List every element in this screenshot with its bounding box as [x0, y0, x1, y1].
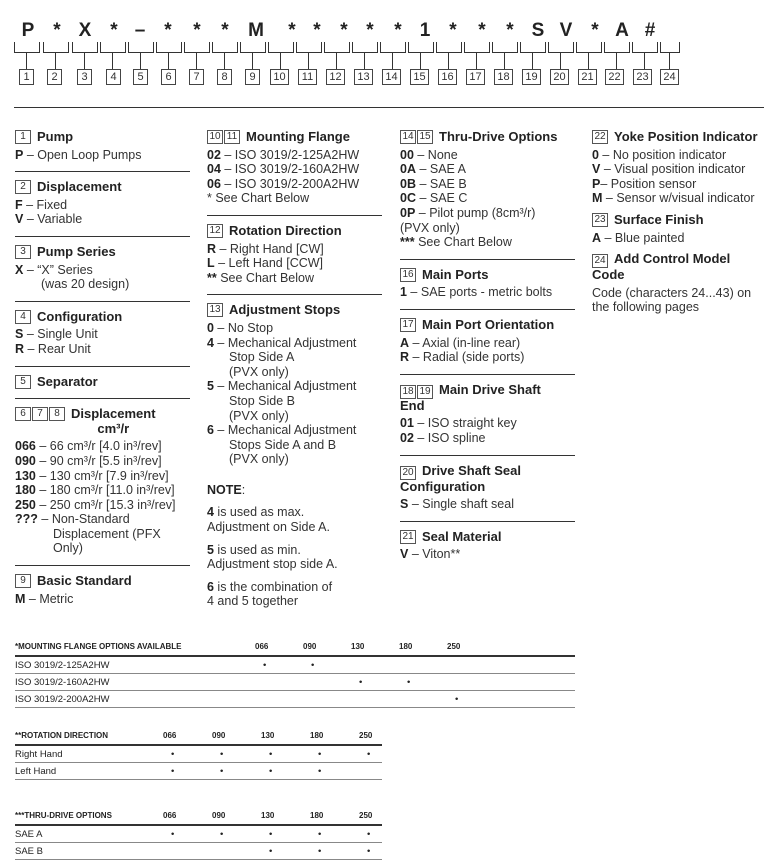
bracket — [632, 42, 658, 53]
column-header: 066 — [255, 642, 269, 651]
position-box-3: 3 — [77, 69, 92, 85]
section-divider — [15, 366, 190, 367]
option-row: 00 – None — [400, 147, 458, 162]
code-char-14: * — [394, 20, 402, 41]
section-seal-mat-heading — [400, 530, 575, 545]
column-header: 090 — [212, 811, 226, 820]
column-header: 130 — [351, 642, 365, 651]
section-title: Seal Material — [422, 528, 502, 544]
option-row: X – “X” Series — [15, 262, 93, 277]
code-char-4: * — [110, 20, 118, 41]
column-header: 250 — [447, 642, 461, 651]
code-char-22: A — [615, 20, 629, 41]
column-3 — [400, 130, 575, 562]
bracket — [296, 42, 322, 53]
bracket — [436, 42, 462, 53]
position-badge: 17 — [400, 318, 416, 332]
position-box-13: 13 — [354, 69, 373, 85]
option-row-cont: Only) — [53, 541, 83, 556]
code-char-23: # — [644, 20, 656, 41]
bracket — [520, 42, 546, 53]
position-box-7: 7 — [189, 69, 204, 85]
leader — [55, 52, 56, 70]
code-char-2: * — [53, 20, 61, 41]
option-text: the following pages — [592, 300, 700, 315]
position-box-8: 8 — [217, 69, 232, 85]
bracket — [604, 42, 630, 53]
option-row: A – Axial (in-line rear) — [400, 335, 521, 350]
bracket — [492, 42, 518, 53]
option-row: 5 – Mechanical Adjustment — [207, 379, 357, 394]
section-title: Rotation Direction — [229, 222, 342, 238]
code-char-1: P — [21, 20, 35, 41]
leader — [392, 52, 393, 70]
section-title: Yoke Position Indicator — [614, 129, 758, 144]
option-row: S – Single shaft seal — [400, 497, 514, 512]
column-header: 130 — [261, 811, 275, 820]
leader — [140, 52, 141, 70]
position-badge: 3 — [15, 245, 31, 259]
leader — [644, 52, 645, 70]
section-basic-heading — [15, 574, 190, 589]
section-divider — [400, 374, 575, 375]
position-badge: 16 — [400, 268, 416, 282]
table-title: ***THRU-DRIVE OPTIONS — [15, 811, 112, 820]
leader — [532, 52, 533, 70]
code-char-3: X — [78, 20, 92, 41]
leader — [616, 52, 617, 70]
option-row: ** See Chart Below — [207, 270, 315, 285]
option-row-cont: Stop Side A — [229, 350, 295, 365]
section-series-heading — [15, 245, 190, 260]
option-row: 0A – SAE A — [400, 162, 467, 177]
position-badge: 2 — [15, 180, 31, 194]
leader — [308, 52, 309, 70]
bracket — [100, 42, 126, 53]
section-title: Main Drive Shaft — [439, 381, 541, 397]
position-box-21: 21 — [578, 69, 597, 85]
section-title: Displacement — [71, 406, 156, 422]
code-char-16: * — [449, 20, 457, 41]
column-header: 180 — [310, 811, 324, 820]
code-char-19: S — [531, 20, 545, 41]
bracket — [660, 42, 680, 53]
position-box-12: 12 — [326, 69, 345, 85]
bracket — [464, 42, 490, 53]
code-char-17: * — [478, 20, 486, 41]
option-row: A – Blue painted — [592, 230, 685, 245]
position-box-18: 18 — [494, 69, 513, 85]
code-char-6: * — [164, 20, 172, 41]
leader — [252, 52, 253, 70]
bracket — [128, 42, 154, 53]
leader — [448, 52, 449, 70]
leader — [26, 52, 27, 70]
section-finish-heading — [592, 213, 777, 228]
table-row: ISO 3019/2-200A2HW • — [15, 691, 575, 708]
column-4 — [592, 130, 777, 315]
option-row: 066 – 66 cm³/r [4.0 in³/rev] — [15, 439, 162, 454]
section-title: Mounting Flange — [246, 129, 350, 144]
code-char-13: * — [366, 20, 374, 41]
option-row: 0C – SAE C — [400, 191, 468, 206]
option-row-cont: (PVX only) — [229, 364, 289, 379]
bracket — [43, 42, 69, 53]
code-char-11: * — [313, 20, 321, 41]
note-title: NOTE: — [207, 482, 246, 497]
code-char-18: * — [506, 20, 514, 41]
option-row: V – Variable — [15, 212, 83, 227]
code-char-21: * — [591, 20, 599, 41]
column-header: 180 — [399, 642, 413, 651]
note-item-cont: Adjustment stop side A. — [207, 557, 338, 572]
option-row: 180 – 180 cm³/r [11.0 in³/rev] — [15, 483, 175, 498]
column-header: 130 — [261, 731, 275, 740]
option-row: 130 – 130 cm³/r [7.9 in³/rev] — [15, 468, 169, 483]
option-row: *** See Chart Below — [400, 235, 512, 250]
section-title: Adjustment Stops — [229, 302, 341, 318]
option-row: S – Single Unit — [15, 327, 98, 342]
section-divider — [400, 455, 575, 456]
option-row: R – Right Hand [CW] — [207, 241, 324, 256]
column-header: 090 — [212, 731, 226, 740]
leader — [364, 52, 365, 70]
option-row: 0 – No Stop — [207, 320, 274, 335]
option-row: 02 – ISO 3019/2-125A2HW — [207, 147, 360, 162]
position-box-11: 11 — [298, 69, 317, 85]
position-box-10: 10 — [270, 69, 289, 85]
option-row: 4 – Mechanical Adjustment — [207, 335, 357, 350]
option-row-cont: Stops Side A and B — [229, 437, 337, 452]
code-char-20: V — [559, 20, 573, 41]
position-badge: 11 — [224, 130, 240, 144]
leader — [504, 52, 505, 70]
column-header: 180 — [310, 731, 324, 740]
option-row: 06 – ISO 3019/2-200A2HW — [207, 176, 360, 191]
position-badge: 20 — [400, 466, 416, 480]
leader — [224, 52, 225, 70]
code-char-8: * — [221, 20, 229, 41]
option-row: R – Rear Unit — [15, 341, 91, 356]
option-row: 04 – ISO 3019/2-160A2HW — [207, 162, 360, 177]
option-row-cont: (PVX only) — [229, 452, 289, 467]
section-seal-cfg-heading — [400, 464, 575, 495]
table-row: ISO 3019/2-160A2HW • • — [15, 674, 575, 691]
leader — [669, 52, 670, 70]
position-badge: 1 — [15, 130, 31, 144]
position-badge: 6 — [15, 407, 31, 421]
code-char-12: * — [340, 20, 348, 41]
bracket — [184, 42, 210, 53]
section-yoke-heading — [592, 130, 777, 145]
section-config-heading — [15, 310, 190, 325]
column-header: 066 — [163, 811, 177, 820]
option-row-cont: (was 20 design) — [41, 277, 130, 292]
position-badge: 10 — [207, 130, 223, 144]
option-row: P– Position sensor — [592, 176, 697, 191]
section-title: Pump Series — [37, 243, 116, 259]
leader — [336, 52, 337, 70]
code-char-15: 1 — [419, 20, 431, 41]
position-box-15: 15 — [410, 69, 429, 85]
table-row: Left Hand • • • • — [15, 763, 382, 780]
column-header: 090 — [303, 642, 317, 651]
bracket — [240, 42, 266, 53]
option-row: P – Open Loop Pumps — [15, 147, 142, 162]
note-item-cont: 4 and 5 together — [207, 594, 299, 609]
position-badge: 23 — [592, 213, 608, 227]
section-orient-heading — [400, 318, 575, 333]
option-row: 0B – SAE B — [400, 176, 467, 191]
bracket — [14, 42, 40, 53]
position-badge: 21 — [400, 530, 416, 544]
option-row: M – Metric — [15, 591, 74, 606]
position-box-4: 4 — [106, 69, 121, 85]
option-text: Code (characters 24...43) on — [592, 285, 752, 300]
section-separator-heading — [15, 375, 190, 390]
flange-options-table — [15, 642, 575, 708]
option-row: 090 – 90 cm³/r [5.5 in³/rev] — [15, 453, 162, 468]
section-title: Basic Standard — [37, 573, 132, 589]
table-row: SAE A • • • • • — [15, 825, 382, 843]
position-badge: 15 — [417, 130, 433, 144]
option-row: ??? – Non-Standard — [15, 512, 130, 527]
section-title: Displacement — [37, 179, 122, 195]
bracket — [408, 42, 434, 53]
option-row: M – Sensor w/visual indicator — [592, 191, 755, 206]
bracket — [212, 42, 238, 53]
note-item: 5 is used as min. — [207, 542, 301, 557]
position-box-2: 2 — [47, 69, 62, 85]
section-subtitle: cm³/r — [97, 420, 130, 436]
header-divider — [14, 107, 764, 108]
bracket — [548, 42, 574, 53]
section-displacement-cm-heading — [15, 407, 190, 436]
table-title: *MOUNTING FLANGE OPTIONS AVAILABLE — [15, 642, 182, 651]
option-row: 01 – ISO straight key — [400, 416, 517, 431]
position-badge: 22 — [592, 130, 608, 144]
section-divider — [400, 309, 575, 310]
section-displacement-heading — [15, 180, 190, 195]
option-row: 250 – 250 cm³/r [15.3 in³/rev] — [15, 497, 176, 512]
position-badge: 19 — [417, 385, 433, 399]
bracket — [156, 42, 182, 53]
bracket — [576, 42, 602, 53]
position-box-5: 5 — [133, 69, 148, 85]
position-box-16: 16 — [438, 69, 457, 85]
code-char-9: M — [248, 20, 264, 41]
column-header: 250 — [359, 731, 373, 740]
option-row: 6 – Mechanical Adjustment — [207, 423, 357, 438]
bracket — [72, 42, 98, 53]
leader — [196, 52, 197, 70]
option-row: V – Visual position indicator — [592, 162, 746, 177]
position-badge: 18 — [400, 385, 416, 399]
note-item: 4 is used as max. — [207, 505, 305, 520]
position-box-1: 1 — [19, 69, 34, 85]
section-rotation-heading — [207, 224, 382, 239]
section-title: Add Control Model — [614, 251, 731, 267]
bracket — [380, 42, 406, 53]
section-title: Main Ports — [422, 266, 489, 282]
bracket — [324, 42, 350, 53]
leader — [420, 52, 421, 70]
section-ports-heading — [400, 268, 575, 283]
table-row: Right Hand • • • • • — [15, 745, 382, 763]
note-item: 6 is the combination of — [207, 579, 333, 594]
section-thru-heading — [400, 130, 575, 145]
leader — [476, 52, 477, 70]
section-divider — [15, 301, 190, 302]
option-row: 0P – Pilot pump (8cm³/r) — [400, 205, 536, 220]
rotation-direction-table — [15, 731, 382, 780]
section-title: Drive Shaft Seal — [422, 462, 521, 478]
position-box-6: 6 — [161, 69, 176, 85]
position-box-14: 14 — [382, 69, 401, 85]
section-divider — [15, 236, 190, 237]
section-divider — [15, 565, 190, 566]
option-row: V – Viton** — [400, 547, 461, 562]
position-box-24: 24 — [660, 69, 679, 85]
section-divider — [15, 398, 190, 399]
option-row: 02 – ISO spline — [400, 430, 486, 445]
position-badge: 4 — [15, 310, 31, 324]
position-badge: 7 — [32, 407, 48, 421]
option-row-cont: Displacement (PFX — [53, 526, 161, 541]
section-flange-heading — [207, 130, 382, 145]
column-2 — [207, 130, 382, 609]
leader — [280, 52, 281, 70]
bracket — [352, 42, 378, 53]
column-1 — [15, 130, 190, 606]
option-row: F – Fixed — [15, 197, 68, 212]
section-title-cont: End — [400, 397, 425, 413]
table-row: ISO 3019/2-125A2HW • • — [15, 656, 575, 674]
leader — [112, 52, 113, 70]
position-badge: 5 — [15, 375, 31, 389]
position-badge: 24 — [592, 254, 608, 268]
position-badge: 12 — [207, 224, 223, 238]
section-pump-heading — [15, 130, 190, 145]
code-char-10: * — [288, 20, 296, 41]
option-row-cont: (PVX only) — [400, 220, 460, 235]
section-title: Main Port Orientation — [422, 316, 555, 332]
option-row-cont: Stop Side B — [229, 393, 296, 408]
option-row: L – Left Hand [CCW] — [207, 256, 324, 271]
position-box-17: 17 — [466, 69, 485, 85]
section-title: Thru-Drive Options — [439, 129, 558, 144]
option-row: 1 – SAE ports - metric bolts — [400, 285, 553, 300]
position-box-23: 23 — [633, 69, 652, 85]
leader — [84, 52, 85, 70]
section-title: Surface Finish — [614, 211, 704, 227]
table-title: **ROTATION DIRECTION — [15, 731, 109, 740]
section-divider — [207, 215, 382, 216]
section-title-cont: Code — [592, 267, 625, 283]
code-char-5: – — [134, 20, 146, 41]
column-header: 066 — [163, 731, 177, 740]
leader — [588, 52, 589, 70]
note-item-cont: Adjustment on Side A. — [207, 520, 330, 535]
section-shaft-heading — [400, 383, 575, 414]
position-badge: 9 — [15, 574, 31, 588]
section-divider — [400, 521, 575, 522]
leader — [168, 52, 169, 70]
section-stops-heading — [207, 303, 382, 318]
section-divider — [15, 171, 190, 172]
table-row: SAE B • • • — [15, 843, 382, 860]
section-control-heading — [592, 252, 777, 283]
section-title: Separator — [37, 373, 98, 389]
section-divider — [207, 294, 382, 295]
thru-drive-table — [15, 811, 382, 860]
bracket — [268, 42, 294, 53]
position-box-22: 22 — [605, 69, 624, 85]
option-row: * See Chart Below — [207, 191, 310, 206]
position-box-9: 9 — [245, 69, 260, 85]
position-box-19: 19 — [522, 69, 541, 85]
leader — [560, 52, 561, 70]
position-badge: 13 — [207, 303, 223, 317]
section-title-cont: Configuration — [400, 478, 486, 494]
position-badge: 8 — [49, 407, 65, 421]
position-badge: 14 — [400, 130, 416, 144]
column-header: 250 — [359, 811, 373, 820]
option-row-cont: (PVX only) — [229, 408, 289, 423]
code-char-7: * — [193, 20, 201, 41]
section-title: Configuration — [37, 308, 123, 324]
section-title: Pump — [37, 129, 74, 144]
option-row: R – Radial (side ports) — [400, 350, 525, 365]
option-row: 0 – No position indicator — [592, 147, 727, 162]
section-divider — [400, 259, 575, 260]
position-box-20: 20 — [550, 69, 569, 85]
